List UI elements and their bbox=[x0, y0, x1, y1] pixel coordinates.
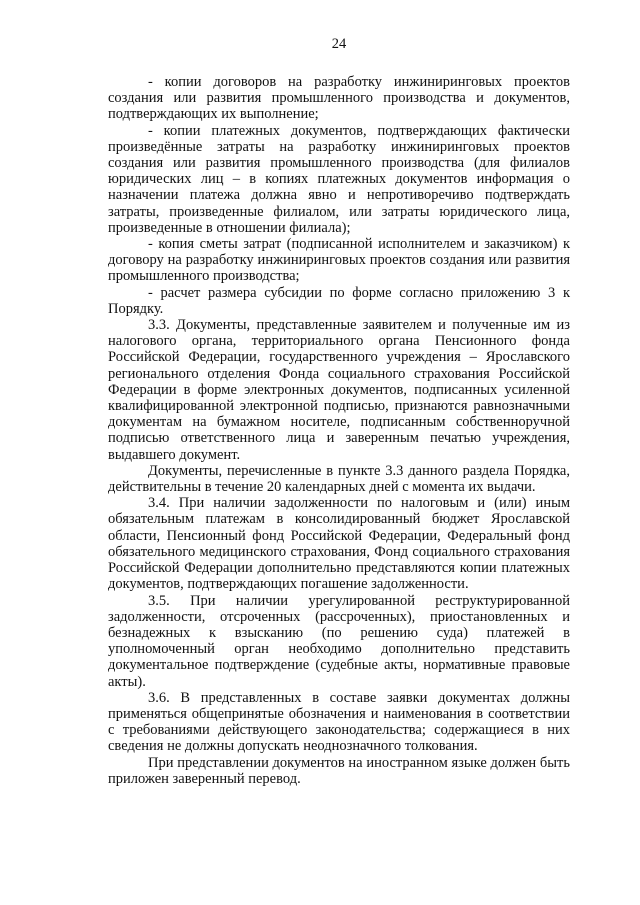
paragraph-3-5: 3.5. При наличии урегулированной реструктурированной задолженности, отсроченных (рассроченных), приостановленных и безнадежных к взысканию (по решению суда) платежей в уполномоченный орган необходимо дополнительно представить документальное подтверждение (судебные акты, нормативные правовые акты). bbox=[108, 592, 570, 690]
paragraph-subsidy-calculation: - расчет размера субсидии по форме согласно приложению 3 к Порядку. bbox=[108, 284, 570, 317]
paragraph-validity: Документы, перечисленные в пункте 3.3 данного раздела Порядка, действительны в течение 20 календарных дней с момента их выдачи. bbox=[108, 462, 570, 496]
paragraph-payment-documents: - копии платежных документов, подтверждающих фактически произведённые затраты на разработку инжиниринговых проектов создания или развития промышленного производства (для филиалов юридических лиц – в копиях платежных документов информация о назначении платежа должна явно и непротиворечиво подтверждать затраты, произведенные филиалом, или затраты юридического лица, произведенные в отношении филиала); bbox=[108, 122, 570, 236]
paragraph-contracts-copies: - копии договоров на разработку инжиниринговых проектов создания или развития промышленного производства и документов, подтверждающих их выполнение; bbox=[108, 74, 570, 123]
page-number: 24 bbox=[331, 36, 347, 52]
paragraph-3-4: 3.4. При наличии задолженности по налоговым и (или) иным обязательным платежам в консолидированный бюджет Ярославской области, Пенсионный фонд Российской Федерации, Федеральный фонд обязательного медицинского страхования, Фонд социального страхования Российской Федерации дополнительно представляются копии платежных документов, подтверждающих погашение задолженности. bbox=[108, 495, 570, 593]
paragraph-3-6: 3.6. В представленных в составе заявки документах должны применяться общепринятые обозначения и наименования в соответствии с требованиями действующего законодательства; содержащиеся в них сведения не должны допускать неоднозначного толкования. bbox=[108, 689, 570, 755]
paragraph-cost-estimate: - копия сметы затрат (подписанной исполнителем и заказчиком) к договору на разработку инжиниринговых проектов создания или развития промышленного производства; bbox=[108, 236, 570, 285]
paragraph-3-3: 3.3. Документы, представленные заявителем и полученные им из налогового органа, территориального органа Пенсионного фонда Российской Федерации, государственного учреждения – Ярославского регионального отделения Фонда социального страхования Российской Федерации в форме электронных документов, подписанных усиленной квалифицированной электронной подписью, признаются равнозначными документам на бумажном носителе, подписанным собственноручной подписью ответственного лица и заверенным печатью учреждения, выдавшего документ. bbox=[108, 317, 570, 463]
paragraph-translation: При представлении документов на иностранном языке должен быть приложен заверенный перевод. bbox=[108, 754, 570, 787]
